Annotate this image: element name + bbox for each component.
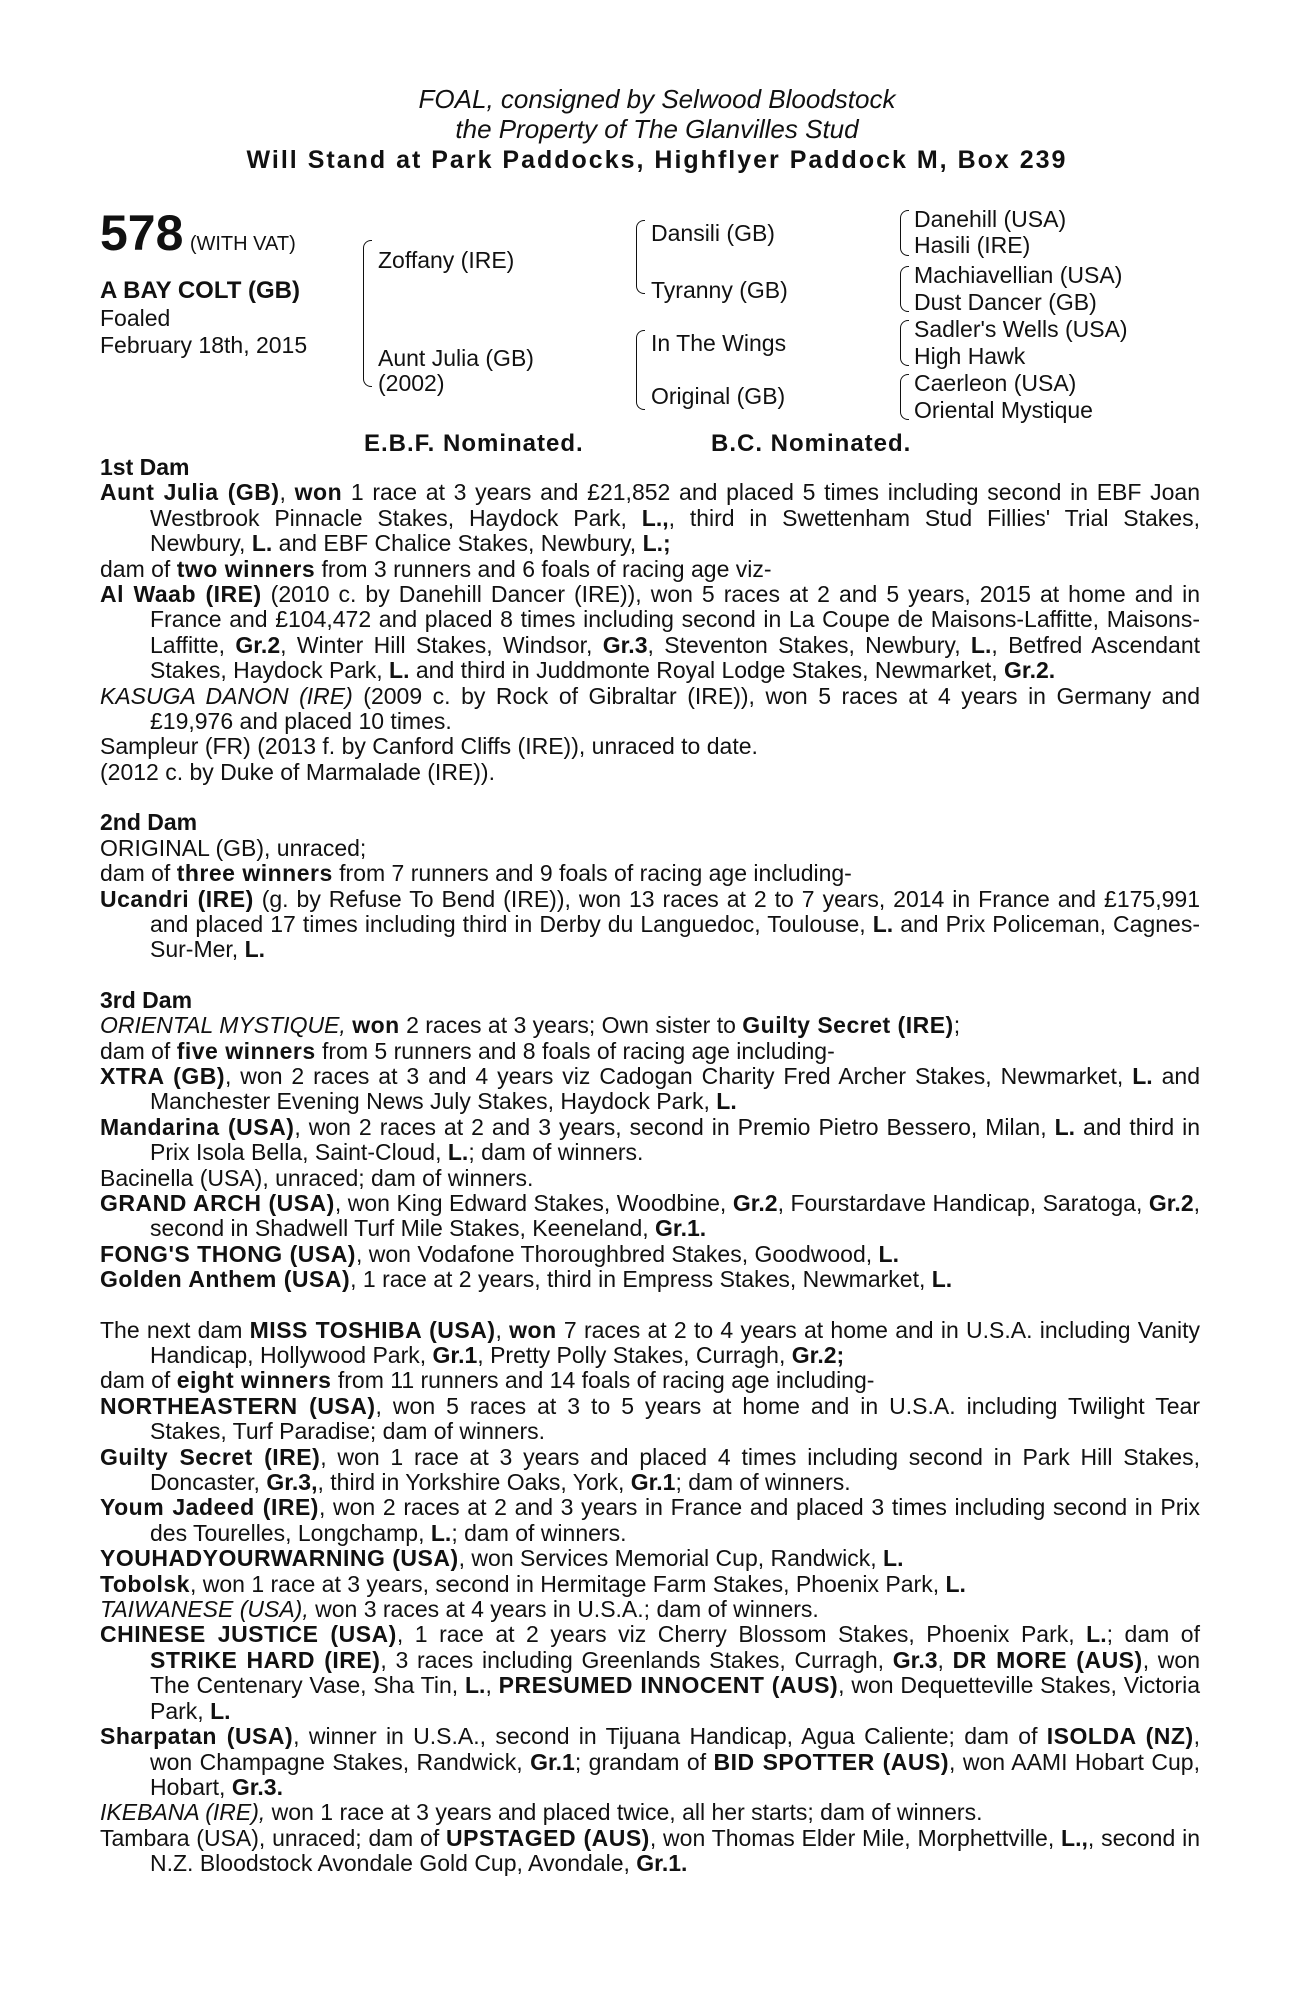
- progeny-grand-arch: GRAND ARCH (USA), won King Edward Stakes, Woodbine, Gr.2, Fourstardave Handicap, Saratoga, Gr.2, second in Shadwell Turf Mile Stakes, Keeneland, Gr.1.: [100, 1189, 1201, 1242]
- progeny-fongs-thong: FONG'S THONG (USA), won Vodafone Thoroughbred Stakes, Goodwood, L.: [100, 1240, 899, 1267]
- progeny-youm-jadeed: Youm Jadeed (IRE), won 2 races at 2 and 3 years in France and placed 3 times including second in Prix des Tourelles, Longchamp, L.; dam of winners.: [100, 1494, 1200, 1546]
- property-line: the Property of The Glanvilles Stud: [455, 114, 859, 144]
- progeny-xtra: XTRA (GB), won 2 races at 3 and 4 years viz Cadogan Charity Fred Archer Stakes, Newmarket, L. and Manchester Evening News July Stakes, Haydock Park, L.: [100, 1062, 1201, 1115]
- progeny-youhadyourwarning: YOUHADYOURWARNING (USA), won Services Memorial Cup, Randwick, L.: [100, 1545, 904, 1572]
- first-dam-name: Aunt Julia (GB): [100, 479, 280, 506]
- progeny-mandarina: Mandarina (USA), won 2 races at 2 and 3 years, second in Premio Pietro Bessero, Milan, L. and third in Prix Isola Bella, Saint-Cloud, L.; dam of winners.: [100, 1113, 1201, 1166]
- ebf-nominated: E.B.F. Nominated.: [364, 430, 584, 457]
- lot-number-row: [100, 206, 296, 260]
- gen3-3: Machiavellian (USA): [914, 262, 1123, 288]
- next-dam-summary: dam of eight winners from 11 runners and 14 foals of racing age including-: [100, 1367, 875, 1394]
- sire-name: Zoffany (IRE): [378, 247, 515, 273]
- pedigree-brace-3b: [900, 266, 909, 312]
- progeny-bacinella: Bacinella (USA), unraced; dam of winners.: [100, 1164, 534, 1191]
- gen3-4: Dust Dancer (GB): [914, 289, 1097, 315]
- pedigree-brace-sire: [636, 220, 645, 294]
- dam-year: (2002): [378, 370, 445, 396]
- sire-sire: Dansili (GB): [651, 220, 775, 246]
- pedigree-brace-3d: [900, 374, 909, 420]
- progeny-guilty-secret: Guilty Secret (IRE), won 1 race at 3 years and placed 4 times including second in Park Hill Stakes, Doncaster, Gr.3,, third in Yorkshire Oaks, York, Gr.1; dam of winners.: [100, 1443, 1200, 1496]
- dam-name: Aunt Julia (GB): [378, 345, 534, 371]
- progeny-tambara: Tambara (USA), unraced; dam of UPSTAGED (AUS), won Thomas Elder Mile, Morphettville, L.,, second in N.Z. Bloodstock Avondale Gold Cup, Avondale, Gr.1.: [100, 1824, 1200, 1877]
- foaled-date: February 18th, 2015: [100, 332, 308, 358]
- first-dam-summary: dam of two winners from 3 runners and 6 foals of racing age viz-: [100, 555, 772, 582]
- gen3-8: Oriental Mystique: [914, 397, 1093, 423]
- third-dam-heading: 3rd Dam: [100, 986, 193, 1013]
- progeny-ikebana: IKEBANA (IRE), won 1 race at 3 years and placed twice, all her starts; dam of winners.: [100, 1799, 983, 1826]
- progeny-sampleur: Sampleur (FR) (2013 f. by Canford Cliffs (IRE)), unraced to date.: [100, 733, 758, 760]
- consignor-line: FOAL, consigned by Selwood Bloodstock: [418, 84, 896, 114]
- gen3-6: High Hawk: [914, 343, 1026, 369]
- progeny-golden-anthem: Golden Anthem (USA), 1 race at 2 years, third in Empress Stakes, Newmarket, L.: [100, 1266, 953, 1293]
- gen3-7: Caerleon (USA): [914, 370, 1077, 396]
- progeny-al-waab: Al Waab (IRE) (2010 c. by Danehill Dancer (IRE)), won 5 races at 2 and 5 years, 2015 at home and in France and £104,472 and placed 8 times including second in La Coupe de Maisons-Laffitte, Maisons-Laffitte, Gr.2, Winter Hill Stakes, Windsor, Gr.3, Steventon Stakes, Newbury, L., Betfred Ascendant Stakes, Haydock Park, L. and third in Juddmonte Royal Lodge Stakes, Newmarket, Gr.2.: [100, 581, 1200, 684]
- progeny-kasuga-danon: KASUGA DANON (IRE) (2009 c. by Rock of Gibraltar (IRE)), won 5 races at 4 years in Germany and £19,976 and placed 10 times.: [100, 682, 1200, 735]
- pedigree-brace-dam: [636, 330, 645, 410]
- sire-dam: Tyranny (GB): [651, 277, 788, 303]
- vat-note: (WITH VAT): [189, 233, 296, 255]
- won-label: won: [294, 479, 343, 506]
- progeny-ucandri: Ucandri (IRE) (g. by Refuse To Bend (IRE)), won 13 races at 2 to 7 years, 2014 in France and £175,991 and placed 17 times including third in Derby du Languedoc, Toulouse, L. and Prix Policeman, Cagnes-Sur-Mer, L.: [100, 885, 1200, 963]
- dam-dam: Original (GB): [651, 383, 786, 409]
- progeny-northeastern: NORTHEASTERN (USA), won 5 races at 3 to 5 years at home and in U.S.A. including Twilight Tear Stakes, Turf Paradise; dam of winners.: [100, 1392, 1200, 1445]
- gen3-5: Sadler's Wells (USA): [914, 316, 1128, 342]
- pedigree-brace-3c: [900, 320, 909, 366]
- first-dam-record: Aunt Julia (GB), won 1 race at 3 years and £21,852 and placed 5 times including second in EBF Joan Westbrook Pinnacle Stakes, Haydock Park, L.,, third in Swettenham Stud Fillies' Trial Stakes, Newbury, L. and EBF Chalice Stakes, Newbury, L.;: [100, 479, 1201, 557]
- second-dam-record: ORIGINAL (GB), unraced;: [100, 834, 367, 861]
- third-dam-summary: dam of five winners from 5 runners and 8 foals of racing age including-: [100, 1037, 835, 1064]
- second-dam-heading: 2nd Dam: [100, 809, 198, 836]
- stabling-line: Will Stand at Park Paddocks, Highflyer Paddock M, Box 239: [246, 146, 1068, 174]
- pedigree-brace-3a: [900, 210, 909, 256]
- lot-name: A BAY COLT (GB): [100, 277, 301, 304]
- progeny-2012-colt: (2012 c. by Duke of Marmalade (IRE)).: [100, 758, 495, 785]
- first-dam-heading: 1st Dam: [100, 454, 190, 480]
- pedigree-brace-gen1: [363, 240, 372, 387]
- progeny-sharpatan: Sharpatan (USA), winner in U.S.A., second in Tijuana Handicap, Agua Caliente; dam of ISOLDA (NZ), won Champagne Stakes, Randwick, Gr.1; grandam of BID SPOTTER (AUS), won AAMI Hobart Cup, Hobart, Gr.3.: [100, 1723, 1200, 1800]
- dam-sire: In The Wings: [651, 330, 787, 356]
- next-dam-record: The next dam MISS TOSHIBA (USA), won 7 races at 2 to 4 years at home and in U.S.A. including Vanity Handicap, Hollywood Park, Gr.1, Pretty Polly Stakes, Curragh, Gr.2;: [100, 1316, 1200, 1368]
- gen3-2: Hasili (IRE): [914, 232, 1031, 258]
- foaled-label: Foaled: [100, 305, 171, 331]
- lot-number: 578: [100, 205, 184, 261]
- progeny-taiwanese: TAIWANESE (USA), won 3 races at 4 years in U.S.A.; dam of winners.: [100, 1596, 819, 1623]
- produce-record: [100, 455, 1200, 1877]
- third-dam-record: ORIENTAL MYSTIQUE, won 2 races at 3 years; Own sister to Guilty Secret (IRE);: [100, 1012, 961, 1039]
- gen3-1: Danehill (USA): [914, 206, 1067, 232]
- bc-nominated: B.C. Nominated.: [711, 430, 912, 457]
- progeny-tobolsk: Tobolsk, won 1 race at 3 years, second in Hermitage Farm Stakes, Phoenix Park, L.: [100, 1570, 966, 1597]
- second-dam-summary: dam of three winners from 7 runners and 9 foals of racing age including-: [100, 860, 852, 887]
- progeny-chinese-justice: CHINESE JUSTICE (USA), 1 race at 2 years viz Cherry Blossom Stakes, Phoenix Park, L.; dam of STRIKE HARD (IRE), 3 races including Greenlands Stakes, Curragh, Gr.3, DR MORE (AUS), won The Centenary Vase, Sha Tin, L., PRESUMED INNOCENT (AUS), won Dequetteville Stakes, Victoria Park, L.: [100, 1621, 1200, 1724]
